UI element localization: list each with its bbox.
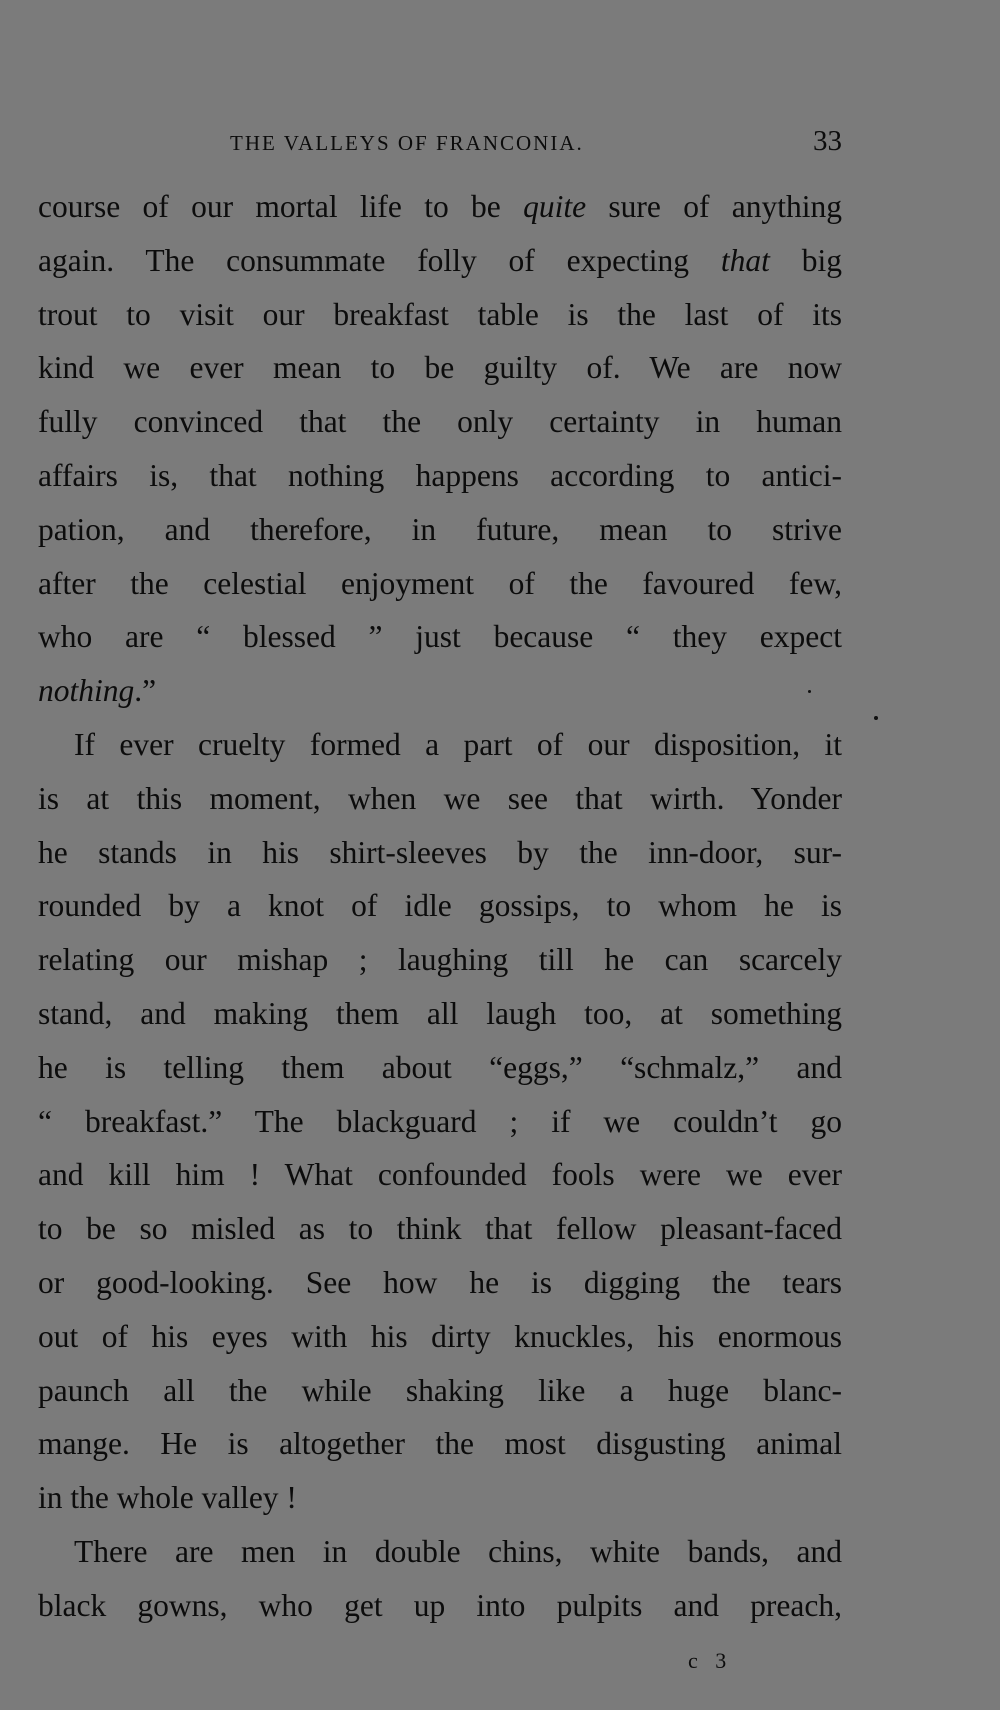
print-speck xyxy=(808,690,811,693)
text-line: who are “ blessed ” just because “ they expect xyxy=(38,619,842,655)
text-line: in the whole valley ! xyxy=(38,1480,297,1516)
text-line: he is telling them about “eggs,” “schmalz,” and xyxy=(38,1049,842,1085)
text-line: again. The consummate folly of expecting that big xyxy=(38,242,842,278)
text-line: is at this moment, when we see that wirth. Yonder xyxy=(38,780,842,816)
text-line: to be so misled as to think that fellow pleasant-faced xyxy=(38,1211,842,1247)
text-line: course of our mortal life to be quite sure of anything xyxy=(38,189,842,224)
page-number: 33 xyxy=(813,125,842,157)
print-speck xyxy=(874,716,878,720)
paragraph-start-line: If ever cruelty formed a part of our disposition, it xyxy=(74,726,842,762)
text-line: fully convinced that the only certainty in human xyxy=(38,404,842,440)
paragraph-start-line: There are men in double chins, white bands, and xyxy=(74,1533,842,1569)
text-line: paunch all the while shaking like a huge blanc- xyxy=(38,1372,842,1408)
text-line: “ breakfast.” The blackguard ; if we couldn’t go xyxy=(38,1103,842,1139)
text-line: pation, and therefore, in future, mean to strive xyxy=(38,511,842,547)
running-head xyxy=(38,125,842,165)
text-line: black gowns, who get up into pulpits and preach, xyxy=(38,1587,842,1623)
body-text xyxy=(38,180,842,1633)
text-line: after the celestial enjoyment of the favoured few, xyxy=(38,565,842,601)
text-line: stand, and making them all laugh too, at something xyxy=(38,995,842,1031)
text-line: mange. He is altogether the most disgusting animal xyxy=(38,1426,842,1462)
text-line: relating our mishap ; laughing till he can scarcely xyxy=(38,942,842,978)
text-line: nothing.” xyxy=(38,673,157,709)
text-line: kind we ever mean to be guilty of. We are now xyxy=(38,350,842,386)
text-line: or good-looking. See how he is digging the tears xyxy=(38,1264,842,1300)
text-line: rounded by a knot of idle gossips, to whom he is xyxy=(38,888,842,924)
text-line: he stands in his shirt-sleeves by the inn-door, sur- xyxy=(38,834,842,870)
text-line: affairs is, that nothing happens according to antici- xyxy=(38,457,842,493)
text-line: and kill him ! What confounded fools were we ever xyxy=(38,1157,842,1193)
signature-mark: c 3 xyxy=(688,1648,733,1673)
running-title: THE VALLEYS OF FRANCONIA. xyxy=(230,131,584,155)
text-line: out of his eyes with his dirty knuckles, his enormous xyxy=(38,1318,842,1354)
text-line: trout to visit our breakfast table is the last of its xyxy=(38,296,842,332)
